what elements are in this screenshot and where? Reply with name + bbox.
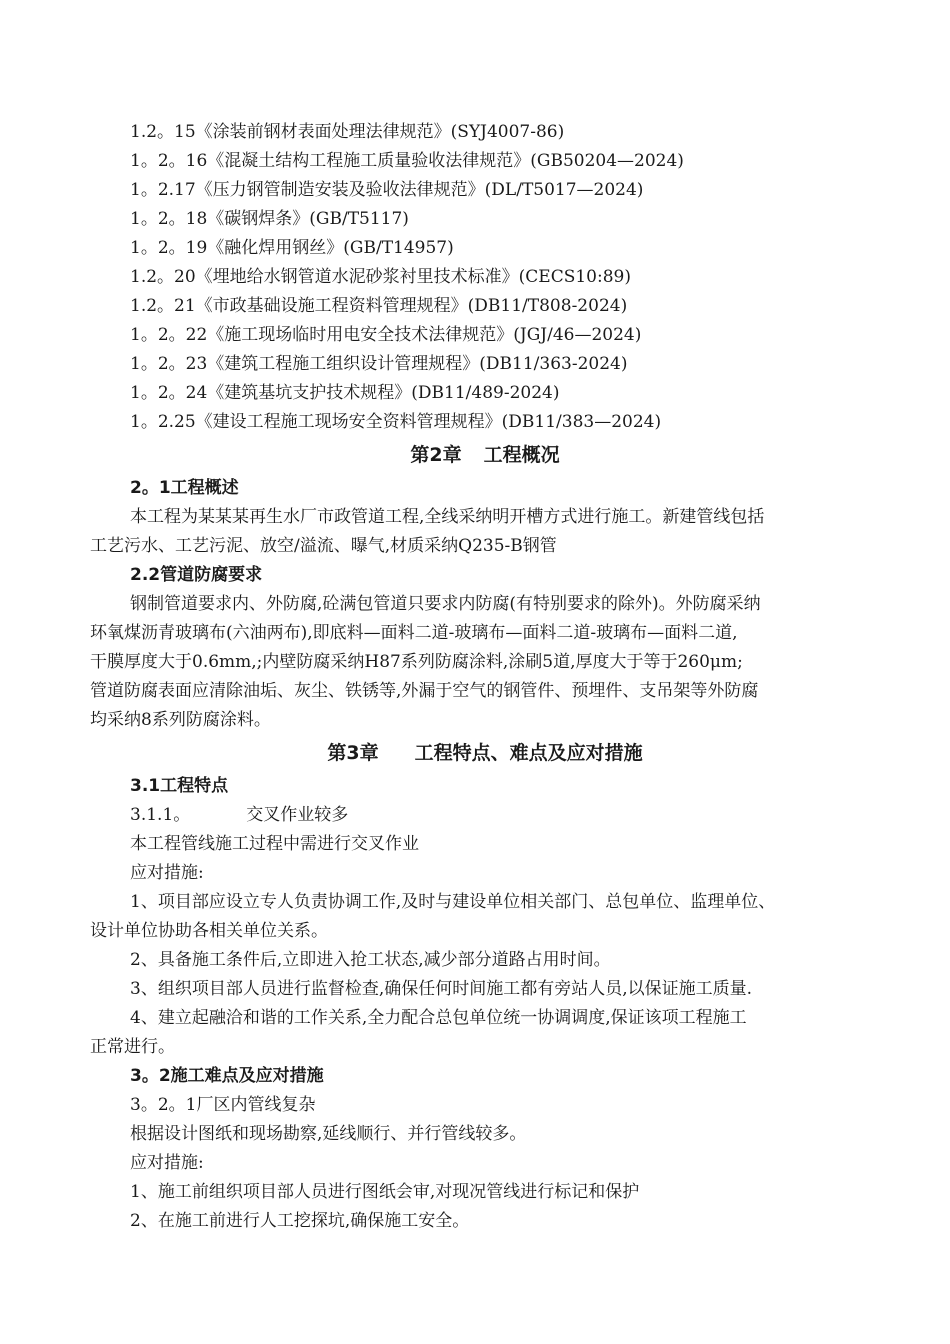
paragraph: [90, 590, 880, 735]
paragraph-line: 管道防腐表面应清除油垢、灰尘、铁锈等,外漏于空气的钢管件、预埋件、支吊架等外防腐: [90, 681, 759, 701]
chapter-number: 第2章: [410, 444, 462, 466]
chapter-title: 工程特点、难点及应对措施: [414, 742, 643, 764]
measure-item: 1、施工前组织项目部人员进行图纸会审,对现况管线进行标记和保护: [130, 1182, 640, 1202]
subsection-heading: [90, 801, 880, 830]
reference-item: 1。2.25《建设工程施工现场安全资料管理规程》(DB11/383—2024): [130, 412, 662, 432]
paragraph: [90, 503, 880, 561]
subsection-title: 交叉作业较多: [246, 805, 349, 825]
paragraph-line: 均采纳8系列防腐涂料。: [90, 710, 271, 730]
measure-item: 1、项目部应设立专人负责协调工作,及时与建设单位相关部门、总包单位、监理单位、: [130, 892, 776, 912]
paragraph-line: 根据设计图纸和现场勘察,延线顺行、并行管线较多。: [130, 1124, 527, 1144]
reference-item: 1。2。18《碳钢焊条》(GB/T5117): [130, 209, 409, 229]
measures-list: [90, 888, 880, 1062]
paragraph-line: 本工程管线施工过程中需进行交叉作业: [130, 834, 419, 854]
measure-item: 2、具备施工条件后,立即进入抢工状态,减少部分道路占用时间。: [130, 950, 611, 970]
measure-item: 3、组织项目部人员进行监督检查,确保任何时间施工都有旁站人员,以保证施工质量.: [130, 979, 753, 999]
paragraph-line: 本工程为某某某再生水厂市政管道工程,全线采纳明开槽方式进行施工。新建管线包括: [130, 507, 765, 527]
reference-list: [90, 118, 880, 437]
measures-label: 应对措施:: [130, 1153, 204, 1173]
measure-item-continuation: 设计单位协助各相关单位关系。: [90, 921, 328, 941]
reference-item: 1。2。23《建筑工程施工组织设计管理规程》(DB11/363-2024): [130, 354, 628, 374]
section-heading: 2.2管道防腐要求: [130, 565, 263, 585]
document-body: [90, 118, 880, 1236]
paragraph-line: 干膜厚度大于0.6mm,;内壁防腐采纳H87系列防腐涂料,涂刷5道,厚度大于等于260μm;: [90, 652, 743, 672]
paragraph-line: 环氧煤沥青玻璃布(六油两布),即底料—面料二道-玻璃布—面料二道-玻璃布—面料二道,: [90, 623, 738, 643]
reference-item: 1.2。15《涂装前钢材表面处理法律规范》(SYJ4007-86): [130, 122, 565, 142]
section-heading: 2。1工程概述: [130, 478, 239, 498]
subsection-heading: 3。2。1厂区内管线复杂: [130, 1095, 316, 1115]
paragraph-line: 工艺污水、工艺污泥、放空/溢流、曝气,材质采纳Q235-B钢管: [90, 536, 557, 556]
reference-item: 1。2。22《施工现场临时用电安全技术法律规范》(JGJ/46—2024): [130, 325, 642, 345]
chapter-2-heading: [90, 441, 880, 470]
section-heading: 3.1工程特点: [130, 776, 229, 796]
chapter-number: 第3章: [327, 742, 379, 764]
chapter-title: 工程概况: [483, 444, 560, 466]
reference-item: 1。2。16《混凝土结构工程施工质量验收法律规范》(GB50204—2024): [130, 151, 684, 171]
section-heading: 3。2施工难点及应对措施: [130, 1066, 324, 1086]
measure-item: 2、在施工前进行人工挖探坑,确保施工安全。: [130, 1211, 470, 1231]
measures-list: [90, 1178, 880, 1236]
measure-item: 4、建立起融洽和谐的工作关系,全力配合总包单位统一协调调度,保证该项工程施工: [130, 1008, 747, 1028]
reference-item: 1。2.17《压力钢管制造安装及验收法律规范》(DL/T5017—2024): [130, 180, 644, 200]
reference-item: 1.2。20《埋地给水钢管道水泥砂浆衬里技术标准》(CECS10:89): [130, 267, 631, 287]
subsection-number: 3.1.1。: [130, 805, 191, 825]
reference-item: 1.2。21《市政基础设施工程资料管理规程》(DB11/T808-2024): [130, 296, 628, 316]
paragraph-line: 钢制管道要求内、外防腐,砼满包管道只要求内防腐(有特别要求的除外)。外防腐采纳: [130, 594, 761, 614]
chapter-3-heading: [90, 739, 880, 768]
reference-item: 1。2。19《融化焊用钢丝》(GB/T14957): [130, 238, 454, 258]
reference-item: 1。2。24《建筑基坑支护技术规程》(DB11/489-2024): [130, 383, 560, 403]
measures-label: 应对措施:: [130, 863, 204, 883]
measure-item-continuation: 正常进行。: [90, 1037, 175, 1057]
